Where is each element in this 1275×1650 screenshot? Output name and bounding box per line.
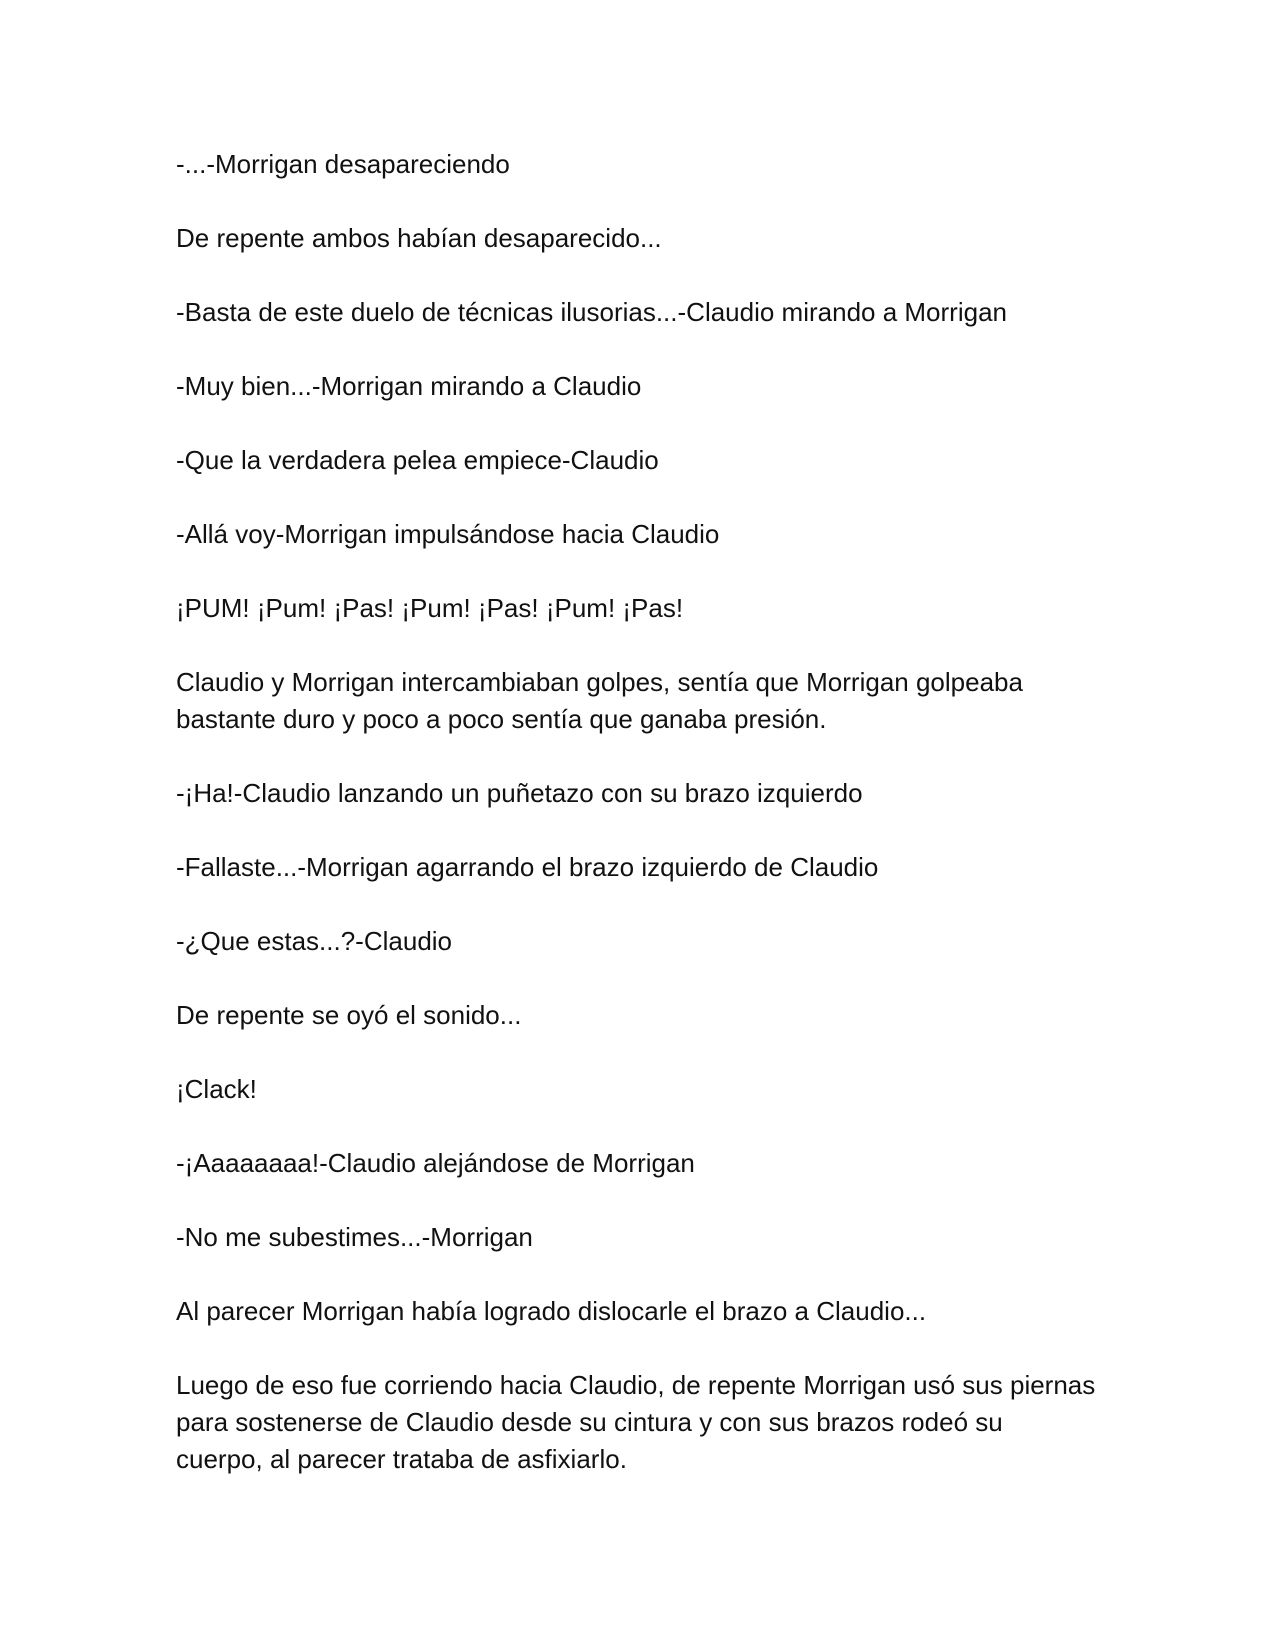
paragraph: Claudio y Morrigan intercambiaban golpes, sentía que Morrigan golpeaba bastante duro y poco a poco sentía que ganaba presión. [176,667,1023,734]
paragraph: -¿Que estas...?-Claudio [176,926,453,956]
paragraph: -Muy bien...-Morrigan mirando a Claudio [176,371,642,401]
paragraph: Luego de eso fue corriendo hacia Claudio, de repente Morrigan usó sus piernas para sostenerse de Claudio desde su cintura y con sus brazos rodeó su cuerpo, al parecer trataba de asfixiarlo. [176,1370,1096,1474]
paragraph: De repente ambos habían desaparecido... [176,223,662,253]
paragraph: ¡Clack! [176,1074,257,1104]
paragraph: -Que la verdadera pelea empiece-Claudio [176,445,659,475]
paragraph: -Fallaste...-Morrigan agarrando el brazo izquierdo de Claudio [176,852,879,882]
paragraph: ¡PUM! ¡Pum! ¡Pas! ¡Pum! ¡Pas! ¡Pum! ¡Pas! [176,593,684,623]
paragraph: -¡Ha!-Claudio lanzando un puñetazo con su brazo izquierdo [176,778,863,808]
paragraph: -¡Aaaaaaaa!-Claudio alejándose de Morrigan [176,1148,695,1178]
paragraph: De repente se oyó el sonido... [176,1000,522,1030]
paragraph: -Allá voy-Morrigan impulsándose hacia Claudio [176,519,720,549]
paragraph: -Basta de este duelo de técnicas ilusorias...-Claudio mirando a Morrigan [176,297,1007,327]
paragraph: -...-Morrigan desapareciendo [176,149,510,179]
paragraph: Al parecer Morrigan había logrado dislocarle el brazo a Claudio... [176,1296,927,1326]
paragraph: -No me subestimes...-Morrigan [176,1222,533,1252]
document-body [176,146,1096,1515]
